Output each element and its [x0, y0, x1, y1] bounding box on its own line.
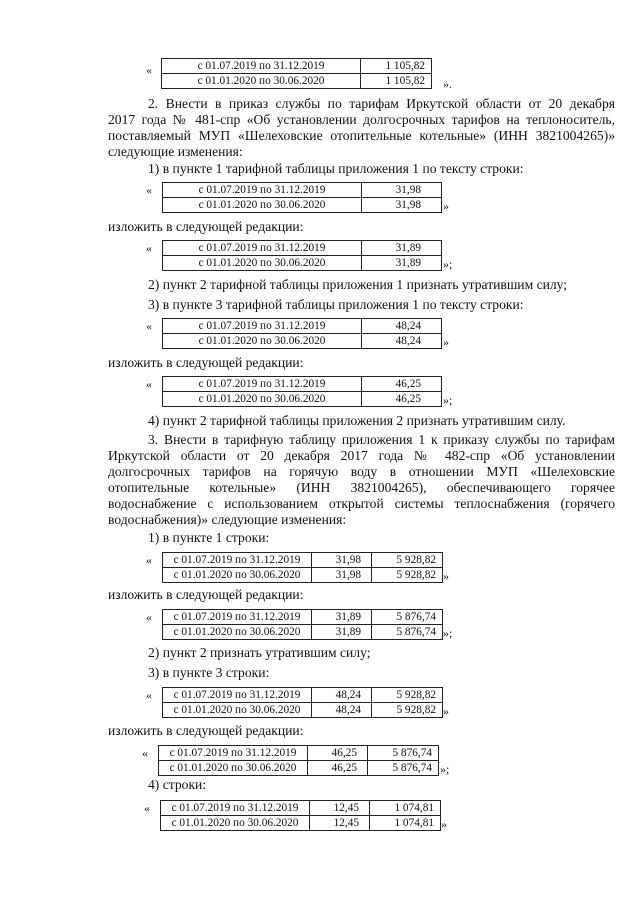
- item2-line: 2. Внести в приказ службы по тарифам Иркутской области от 20 декабря: [148, 96, 615, 111]
- item2-line: поставляемый МУП «Шелеховские отопительные котельные» (ИНН 3821004265)»: [108, 128, 615, 143]
- tariff-value-cell: 5 876,74: [368, 746, 439, 761]
- tariff-value-cell: 5 928,82: [372, 553, 443, 568]
- tariff-value-cell: 12,45: [310, 816, 370, 831]
- close-quote: »;: [443, 257, 453, 271]
- tariff-value-cell: 5 876,74: [372, 625, 443, 640]
- table-row: [163, 183, 442, 198]
- tariff-table: [162, 182, 442, 213]
- tariff-value-cell: 31,89: [312, 625, 372, 640]
- tariff-table: [162, 376, 442, 407]
- item2-line: следующие изменения:: [108, 144, 243, 159]
- period-cell: с 01.01.2020 по 30.06.2020: [159, 761, 308, 776]
- table-row: [163, 392, 442, 407]
- item3-line: отопительные котельные» (ИНН 3821004265), обеспечивающего горячее: [108, 480, 615, 495]
- close-quote: »;: [443, 393, 453, 407]
- item3-line: водоснабжения)» следующие изменения:: [108, 512, 347, 527]
- item3-line: долгосрочных тарифов на горячую воду в отношении МУП «Шелеховские: [108, 464, 615, 479]
- subitem-text: 1) в пункте 1 строки:: [148, 530, 270, 545]
- tariff-value-cell: 1 105,82: [361, 59, 432, 74]
- period-cell: с 01.01.2020 по 30.06.2020: [163, 392, 362, 407]
- open-quote: «: [146, 688, 152, 702]
- table-row: [163, 553, 443, 568]
- table-row: [163, 610, 443, 625]
- table-row: [162, 59, 432, 74]
- table-row: [163, 198, 442, 213]
- subitem-text: изложить в следующей редакции:: [108, 587, 304, 602]
- period-cell: с 01.01.2020 по 30.06.2020: [163, 703, 312, 718]
- table-row: [163, 568, 443, 583]
- tariff-value-cell: 1 074,81: [370, 801, 441, 816]
- table-row: [163, 377, 442, 392]
- tariff-value-cell: 1 074,81: [370, 816, 441, 831]
- period-cell: с 01.01.2020 по 30.06.2020: [163, 625, 312, 640]
- open-quote: «: [146, 241, 152, 255]
- tariff-table-continuation: [161, 58, 432, 89]
- period-cell: с 01.01.2020 по 30.06.2020: [163, 568, 312, 583]
- tariff-table: [162, 609, 443, 640]
- item3-line: Иркутской области от 20 декабря 2017 года № 482-спр «Об установлении: [108, 448, 615, 463]
- subitem-text: изложить в следующей редакции:: [108, 723, 304, 738]
- period-cell: с 01.07.2019 по 31.12.2019: [163, 610, 312, 625]
- period-cell: с 01.07.2019 по 31.12.2019: [161, 801, 310, 816]
- tariff-value-cell: 46,25: [362, 377, 442, 392]
- open-quote: «: [146, 377, 152, 391]
- period-cell: с 01.07.2019 по 31.12.2019: [159, 746, 308, 761]
- tariff-value-cell: 48,24: [362, 334, 442, 349]
- tariff-value-cell: 5 876,74: [368, 761, 439, 776]
- open-quote: «: [146, 183, 152, 197]
- close-quote: »: [443, 704, 449, 718]
- table-row: [162, 74, 432, 89]
- period-cell: с 01.07.2019 по 31.12.2019: [163, 377, 362, 392]
- subitem-text: 2) пункт 2 признать утратившим силу;: [148, 645, 371, 660]
- table-row: [163, 688, 443, 703]
- close-quote: »: [441, 817, 447, 831]
- period-cell: с 01.01.2020 по 30.06.2020: [162, 74, 361, 89]
- period-cell: с 01.01.2020 по 30.06.2020: [163, 256, 362, 271]
- table-row: [163, 319, 442, 334]
- tariff-value-cell: 48,24: [312, 688, 372, 703]
- open-quote: «: [142, 746, 148, 760]
- table-row: [159, 746, 439, 761]
- subitem-text: изложить в следующей редакции:: [108, 355, 304, 370]
- subitem-text: изложить в следующей редакции:: [108, 219, 304, 234]
- period-cell: с 01.07.2019 по 31.12.2019: [163, 241, 362, 256]
- tariff-value-cell: 31,89: [362, 256, 442, 271]
- item2-line: 2017 года № 481-спр «Об установлении долгосрочных тарифов на теплоноситель,: [108, 112, 615, 127]
- subitem-text: 3) в пункте 3 строки:: [148, 665, 270, 680]
- open-quote: «: [144, 801, 150, 815]
- tariff-value-cell: 12,45: [310, 801, 370, 816]
- tariff-value-cell: 48,24: [312, 703, 372, 718]
- open-quote: «: [146, 63, 152, 77]
- tariff-value-cell: 1 105,82: [361, 74, 432, 89]
- tariff-value-cell: 48,24: [362, 319, 442, 334]
- table-row: [161, 816, 441, 831]
- tariff-value-cell: 31,98: [362, 198, 442, 213]
- tariff-value-cell: 31,89: [312, 610, 372, 625]
- tariff-value-cell: 31,98: [362, 183, 442, 198]
- tariff-table: [158, 745, 439, 776]
- tariff-table: [162, 687, 443, 718]
- tariff-value-cell: 5 928,82: [372, 703, 443, 718]
- table-row: [163, 625, 443, 640]
- tariff-table: [162, 552, 443, 583]
- subitem-text: 2) пункт 2 тарифной таблицы приложения 1 признать утратившим силу;: [148, 277, 568, 292]
- close-quote: »: [443, 199, 449, 213]
- period-cell: с 01.01.2020 по 30.06.2020: [161, 816, 310, 831]
- table-row: [163, 241, 442, 256]
- tariff-table: [162, 318, 442, 349]
- open-quote: «: [146, 319, 152, 333]
- period-cell: с 01.07.2019 по 31.12.2019: [163, 183, 362, 198]
- tariff-value-cell: 31,89: [362, 241, 442, 256]
- period-cell: с 01.07.2019 по 31.12.2019: [163, 319, 362, 334]
- period-cell: с 01.01.2020 по 30.06.2020: [163, 334, 362, 349]
- tariff-value-cell: 46,25: [308, 746, 368, 761]
- tariff-value-cell: 31,98: [312, 568, 372, 583]
- tariff-value-cell: 46,25: [362, 392, 442, 407]
- close-quote: ».: [443, 77, 452, 91]
- open-quote: «: [146, 610, 152, 624]
- tariff-value-cell: 31,98: [312, 553, 372, 568]
- subitem-text: 4) строки:: [148, 777, 207, 792]
- table-row: [163, 703, 443, 718]
- tariff-value-cell: 46,25: [308, 761, 368, 776]
- item3-line: водоснабжение с использованием открытой системы теплоснабжения (горячего: [108, 496, 615, 511]
- close-quote: »;: [443, 626, 453, 640]
- period-cell: с 01.01.2020 по 30.06.2020: [163, 198, 362, 213]
- item3-line: 3. Внести в тарифную таблицу приложения 1 к приказу службы по тарифам: [148, 432, 615, 447]
- table-row: [161, 801, 441, 816]
- table-row: [163, 334, 442, 349]
- period-cell: с 01.07.2019 по 31.12.2019: [163, 553, 312, 568]
- subitem-text: 3) в пункте 3 тарифной таблицы приложения 1 по тексту строки:: [148, 297, 524, 312]
- tariff-value-cell: 5 876,74: [372, 610, 443, 625]
- subitem-text: 1) в пункте 1 тарифной таблицы приложения 1 по тексту строки:: [148, 161, 524, 176]
- open-quote: «: [146, 553, 152, 567]
- tariff-value-cell: 5 928,82: [372, 568, 443, 583]
- table-row: [163, 256, 442, 271]
- tariff-value-cell: 5 928,82: [372, 688, 443, 703]
- tariff-table: [162, 240, 442, 271]
- period-cell: с 01.07.2019 по 31.12.2019: [162, 59, 361, 74]
- close-quote: »: [443, 335, 449, 349]
- subitem-text: 4) пункт 2 тарифной таблицы приложения 2 признать утратившим силу.: [148, 413, 566, 428]
- table-row: [159, 761, 439, 776]
- close-quote: »;: [440, 762, 450, 776]
- period-cell: с 01.07.2019 по 31.12.2019: [163, 688, 312, 703]
- tariff-table: [160, 800, 441, 831]
- close-quote: »: [443, 569, 449, 583]
